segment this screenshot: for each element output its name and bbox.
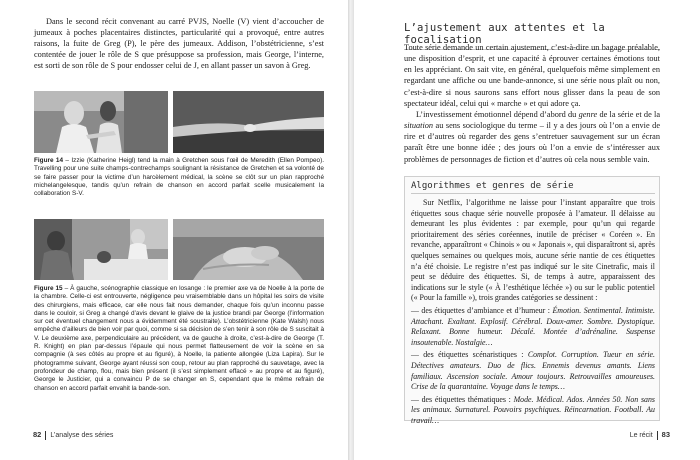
figure-15-label: Figure 15 [34, 285, 63, 292]
running-title-left: L’analyse des séries [50, 432, 114, 439]
footer-divider [657, 431, 658, 440]
right-page [354, 0, 700, 460]
photo-hands-reaching [173, 91, 324, 153]
right-body [404, 42, 660, 165]
box-title: Algorithmes et genres de série [411, 181, 655, 194]
body-paragraph: Dans le second récit convenant au carré PVJS, Noelle (V) vient d’accoucher de jumeaux à poches placentaires distinctes, particularité qui a provoqué, entre autres raisons, la fuite de Greg (P), le père des jumeaux. Addison, l’obstétricienne, s’est contentée de jouer le rôle de S que présuppose sa profession, mais George, l’interne, est sorti de son rôle de S pour endosser celui de J, en allant passer un savon à Greg. [34, 17, 324, 71]
section-title: L’ajustement aux attentes et la focalisation [404, 22, 660, 50]
body-paragraph-2: L’investissement émotionnel dépend d’abord du genre de la série et de la situation au sens sociologique du terme – il y a des jours où l’on a envie de rire et d’autres où regarder des gens s’entretuer sauvagement sur un écran paraît être une bonne idée ; des jours où l’on a envie de s’intéresser aux problèmes de personnages de fiction et d’autres où cela nous semble vain. [404, 109, 661, 164]
left-page [0, 0, 348, 460]
page-number-right: 83 [661, 430, 670, 439]
left-footer [33, 430, 113, 440]
figure-15-caption [34, 285, 324, 393]
box-list-item: — des étiquettes thématiques : Mode. Médical. Ados. Années 50. Non sans les animaux. Surnaturel. Pouvoirs psychiques. Réincarnation. Football. Au travail… [411, 394, 655, 425]
right-footer [630, 430, 670, 440]
body-paragraph-1: Toute série demande un certain ajustement, c’est-à-dire un bagage préalable, une disposition d’esprit, et une capacité à éprouver certaines émotions tout en les appréciant. On sait vite, en général, quelquefois même simplement en regardant une affiche ou une bande-annonce, si une série nous plaît ou non, c’est-à-dire si nous saurons sans effort nous glisser dans la peau de son spectateur idéal, celui qui « marche » et qui adore ça. [404, 43, 660, 108]
figure-14-label: Figure 14 [34, 157, 64, 164]
sidebar-box [404, 176, 660, 425]
photo-izzie-hospital [34, 91, 168, 153]
figure-14-caption [34, 157, 324, 198]
page-number-left: 82 [33, 430, 42, 439]
photo-hospital-room [34, 219, 168, 280]
running-title-right: Le récit [629, 432, 653, 439]
box-body [411, 198, 655, 426]
box-list-item: — des étiquettes scénaristiques : Complot. Corruption. Tueur en série. Détectives amateurs. Duo de flics. Ennemis devenus amants. Liens familiaux. Ascension sociale. Amour toujours. Retrouvailles amoureuses. Crise de la quarantaine. Voyage dans le temps… [411, 350, 655, 392]
box-intro: Sur Netflix, l’algorithme ne laisse pour l’instant apparaître que trois étiquettes sous chaque série nouvelle proposée à l’amateur. Il délaisse au demeurant les plus évidentes : par exemple, pour qu’un qui regarde prioritairement des séries coréennes, inutile de préciser « Coréen ». En revanche, apparaîtront « Chinois » ou « Japonais », qui disparaîtront si, après quelques semaines ou quelques mois, aucune série nantie de ces étiquettes n’a été choisie. Le registre n’est pas indiqué sur le site Cinetrafic, mais il peut se déduire des étiquettes. Si, de temps à autre, apparaissent des indications sur le style (« À l’esthétique léchée ») ou sur le public potentiel (« Pour la famille »), trois grandes catégories se dessinent : [411, 198, 655, 303]
photo-hands-closeup [173, 219, 324, 280]
footer-divider [45, 431, 46, 440]
box-list-item: — des étiquettes d’ambiance et d’humeur : Émotion. Sentimental. Intimiste. Attachant. Exaltant. Explosif. Cérébral. Doux-amer. Sombre. Dystopique. Relaxant. Bonne humeur. Décalé. Montée d’adrénaline. Suspense insoutenable. Nostalgie… [411, 305, 655, 347]
figure-15-text: – À gauche, scénographie classique en losange : le premier axe va de Noelle à la porte de la chambre. Celle-ci est entrouverte, négligence peu vraisemblable dans un hôpital les soirs de visite des chirurgiens, mais efficace, car elle nous fait nous demander, chaque fois qu’un inconnu passe dans le couloir, si Greg a changé d’avis devant le glaive de la justice brandi par George (l’information sur cet éventuel changement nous a évidemment été soustraite). L’obstétricienne (Kate Walsh) nous empêche d’ailleurs de bien voir par quoi, comme si sa décision de s’en tenir à son rôle de S suscitait à V. Le deuxième axe, perpendiculaire au précédent, va de gauche à droite, c’est-à-dire de George (T. R. Knight) en plan par-dessus l’épaule qui nous permet flatteusement de voir la scène en sa compagnie (à ses côtés au propre et au figuré), à Noelle, la patiente allongée (Liza Lapira). Sur le photogramme suivant, George ayant réussi son coup, retour au plan rapproché du sauvetage, avec la profondeur de champ, flou, mais bien présent (il s’est simplement effacé » au propre et au figuré), George le Justicier, qui a convaincu P de se changer en S, cependant que le même refrain de chanson en accord parfait envahit la bande-son. [34, 285, 324, 392]
figure-14-text: – Izzie (Katherine Heigl) tend la main à Gretchen sous l’œil de Meredith (Ellen Pompeo). Travelling pour une suite champs-contrechamps soulignant la résistance de Gretchen et sa volonté de se faire passer pour la victime d’un harcèlement médical, la scène se clôt sur un plan rapproché michelangelesque, tandis qu’un refrain de chanson en accord parfait scelle musicalement la collaboration S-V. [34, 157, 324, 198]
